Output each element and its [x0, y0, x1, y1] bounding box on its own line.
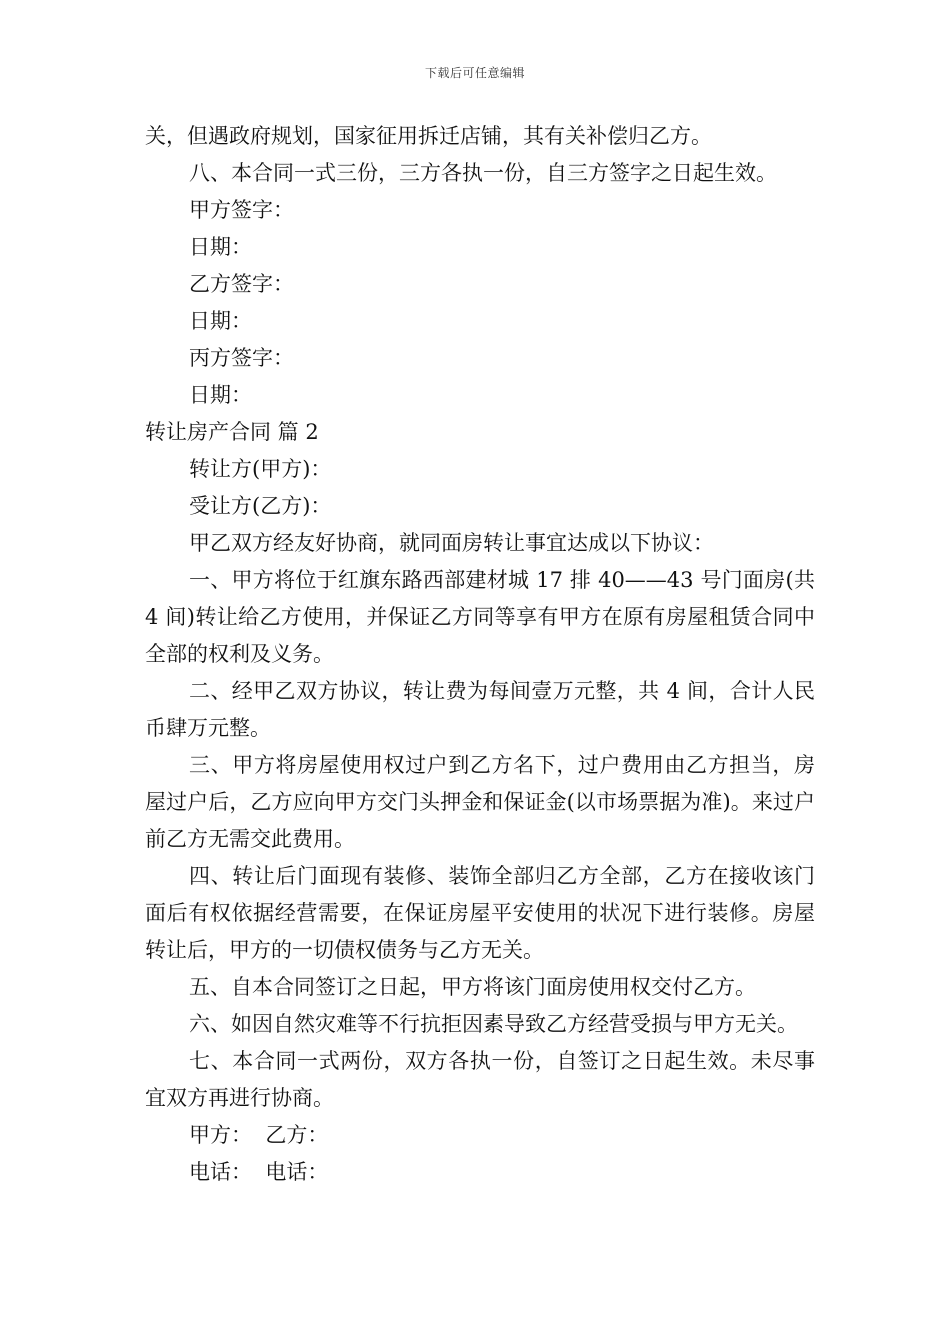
- date-line: 日期：: [189, 309, 252, 333]
- date-line: 日期：: [189, 383, 252, 407]
- party-line: 转让方(甲方)：: [189, 457, 332, 481]
- clause-7: 七、本合同一式两份，双方各执一份，自签订之日起生效。未尽事宜双方再进行协商。: [145, 1049, 815, 1110]
- phone-line: 电话： 电话：: [189, 1160, 329, 1184]
- party-signature-line: 甲方： 乙方：: [189, 1123, 329, 1147]
- paragraph: 关，但遇政府规划，国家征用拆迁店铺，其有关补偿归乙方。: [145, 124, 712, 148]
- signature-line: 丙方签字：: [189, 346, 294, 370]
- section-title: 转让房产合同 篇 2: [145, 420, 319, 444]
- page-header-note: 下载后可任意编辑: [424, 66, 525, 80]
- clause-2: 二、经甲乙双方协议，转让费为每间壹万元整，共 4 间，合计人民币肆万元整。: [145, 679, 815, 740]
- clause-4: 四、转让后门面现有装修、装饰全部归乙方全部，乙方在接收该门面后有权依据经营需要，在保证房屋平安使用的状况下进行装修。房屋转让后，甲方的一切债权债务与乙方无关。: [145, 864, 815, 962]
- clause-1: 一、甲方将位于红旗东路西部建材城 17 排 40——43 号门面房(共 4 间)转让给乙方使用，并保证乙方同等享有甲方在原有房屋租赁合同中全部的权利及义务。: [145, 568, 822, 666]
- document-body: [145, 118, 822, 1191]
- clause-5: 五、自本合同签订之日起，甲方将该门面房使用权交付乙方。: [189, 975, 756, 999]
- paragraph: 甲乙双方经友好协商，就同面房转让事宜达成以下协议：: [189, 531, 714, 555]
- signature-line: 乙方签字：: [189, 272, 294, 296]
- date-line: 日期：: [189, 235, 252, 259]
- clause-6: 六、如因自然灾难等不行抗拒因素导致乙方经营受损与甲方无关。: [189, 1012, 798, 1036]
- clause-3: 三、甲方将房屋使用权过户到乙方名下，过户费用由乙方担当，房屋过户后，乙方应向甲方交门头押金和保证金(以市场票据为准)。来过户前乙方无需交此费用。: [145, 753, 815, 851]
- party-line: 受让方(乙方)：: [189, 494, 332, 518]
- paragraph: 八、本合同一式三份，三方各执一份，自三方签字之日起生效。: [189, 161, 777, 185]
- signature-line: 甲方签字：: [189, 198, 294, 222]
